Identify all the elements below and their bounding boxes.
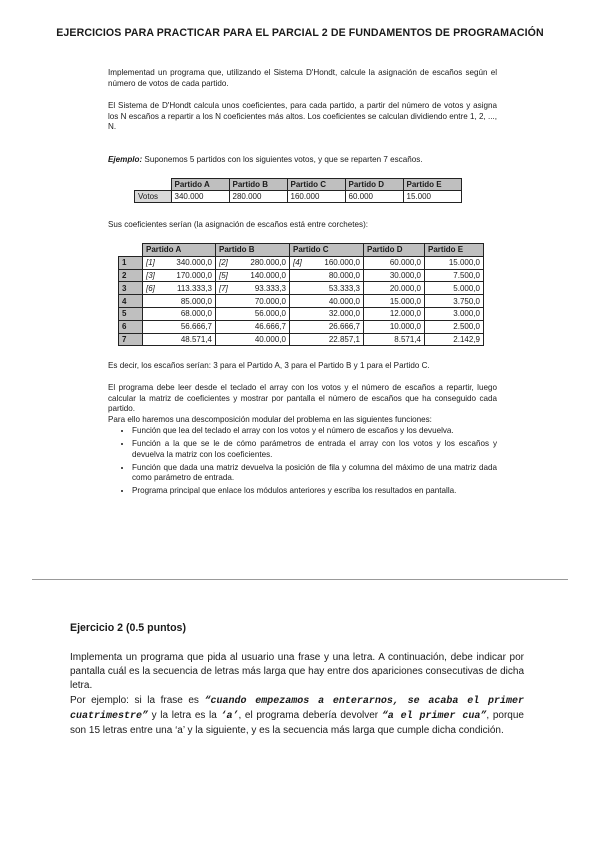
coef-value: 15.000,0 xyxy=(448,258,480,268)
coef-value: 68.000,0 xyxy=(180,309,212,319)
coef-cell xyxy=(143,282,216,295)
example-mid-text: y la letra es la xyxy=(148,709,221,721)
coef-value: 3.000,0 xyxy=(453,309,480,319)
coef-cell xyxy=(216,256,290,269)
coef-value: 8.571,4 xyxy=(394,334,421,344)
coef-cell xyxy=(216,320,290,333)
coef-row-label: 7 xyxy=(119,333,143,346)
coef-cell xyxy=(290,307,364,320)
coef-cell xyxy=(216,269,290,282)
seat-marker: [3] xyxy=(146,270,155,280)
function-item: • Función a la que se le de cómo parámetros de entrada el array con los votos y los escaños y devuelva la matriz con los coeficientes. xyxy=(132,439,497,460)
section-divider xyxy=(32,579,568,580)
example-block xyxy=(108,155,497,166)
coef-value: 60.000,0 xyxy=(389,258,421,268)
votes-cell: 340.000 xyxy=(171,191,229,203)
coef-row xyxy=(119,269,484,282)
coef-cell xyxy=(364,282,425,295)
coef-value: 32.000,0 xyxy=(328,309,360,319)
coef-cell xyxy=(425,320,484,333)
coef-row xyxy=(119,256,484,269)
coef-cell xyxy=(216,307,290,320)
coef-value: 7.500,0 xyxy=(453,270,480,280)
seat-marker: [7] xyxy=(219,283,228,293)
coefficients-table xyxy=(118,243,484,346)
coef-value: 12.000,0 xyxy=(389,309,421,319)
votes-header: Partido A xyxy=(171,179,229,191)
example-phrase: “cuando empezamos a enterarnos, se acaba el primer cuatrimestre” xyxy=(70,695,524,722)
program-paragraph: El programa debe leer desde el teclado el array con los votos y el número de escaños a repartir, luego calcular la matriz de coeficientes y mostrar por pantalla el número de escaños que ha conseguido cada partido. xyxy=(108,383,497,414)
coef-value: 30.000,0 xyxy=(389,270,421,280)
coef-row-label: 6 xyxy=(119,320,143,333)
seat-marker: [1] xyxy=(146,258,155,268)
modular-paragraph: Para ello haremos una descomposición modular del problema en las siguientes funciones: xyxy=(108,415,432,425)
coef-value: 26.666,7 xyxy=(328,322,360,332)
coef-value: 93.333,3 xyxy=(254,283,286,293)
coef-cell xyxy=(216,282,290,295)
seat-marker: [6] xyxy=(146,283,155,293)
coef-cell xyxy=(425,333,484,346)
coef-header: Partido D xyxy=(364,244,425,257)
example-letter: ‘a’ xyxy=(220,710,239,722)
seat-marker: [2] xyxy=(219,258,228,268)
seat-marker: [5] xyxy=(219,270,228,280)
coef-cell xyxy=(143,295,216,308)
coef-value: 2.142,9 xyxy=(453,334,480,344)
coef-cell xyxy=(364,307,425,320)
coef-cell xyxy=(364,256,425,269)
example-intro-text: Por ejemplo: si la frase es xyxy=(70,694,205,706)
votes-row-label: Votos xyxy=(135,191,172,203)
exercise-1-intro xyxy=(108,68,497,89)
example-end-text: , porque son 15 letras entre una ‘a’ y la siguiente, y es la secuencia más larga que cumple dicha condición. xyxy=(70,709,524,737)
coef-cell xyxy=(143,320,216,333)
exercise-2-body xyxy=(70,651,524,738)
coef-value: 85.000,0 xyxy=(180,296,212,306)
coef-cell xyxy=(216,333,290,346)
coef-value: 280.000,0 xyxy=(250,258,286,268)
dhondt-description-block xyxy=(108,101,497,133)
coef-value: 56.666,7 xyxy=(180,322,212,332)
coef-value: 48.571,4 xyxy=(180,334,212,344)
votes-data-row xyxy=(135,191,462,203)
coef-value: 5.000,0 xyxy=(453,283,480,293)
coef-header: Partido A xyxy=(143,244,216,257)
dhondt-description: El Sistema de D'Hondt calcula unos coeficientes, para cada partido, a partir del número de votos y asigna los N escaños a repartir a los N coeficientes más altos. Los coeficientes se calculan dividiendo entre 1, 2, ..., N. xyxy=(108,101,497,132)
function-item: • Función que lea del teclado el array con los votos y el número de escaños y los devuelva. xyxy=(132,426,497,437)
function-item: • Programa principal que enlace los módulos anteriores y escriba los resultados en pantalla. xyxy=(132,486,497,497)
coef-cell xyxy=(364,269,425,282)
coef-cell xyxy=(425,295,484,308)
coef-value: 340.000,0 xyxy=(176,258,212,268)
summary-paragraph: Es decir, los escaños serían: 3 para el Partido A, 3 para el Partido B y 1 para el Partido C. xyxy=(108,361,430,370)
coef-intro: Sus coeficientes serían (la asignación de escaños está entre corchetes): xyxy=(108,220,369,229)
votes-cell: 160.000 xyxy=(287,191,345,203)
votes-header: Partido D xyxy=(345,179,403,191)
coef-value: 46.666,7 xyxy=(254,322,286,332)
coef-corner-cell xyxy=(119,244,143,257)
coef-cell xyxy=(290,320,364,333)
coef-cell xyxy=(364,333,425,346)
coef-value: 56.000,0 xyxy=(254,309,286,319)
coef-value: 3.750,0 xyxy=(453,296,480,306)
coef-cell xyxy=(364,320,425,333)
coef-row-label: 5 xyxy=(119,307,143,320)
seat-marker: [4] xyxy=(293,258,302,268)
coef-row-label: 2 xyxy=(119,269,143,282)
function-item: • Función que dada una matriz devuelva la posición de fila y columna del máximo de una matriz dada como parámetro de entrada. xyxy=(132,463,497,484)
coef-value: 10.000,0 xyxy=(389,322,421,332)
votes-header-row xyxy=(135,179,462,191)
coef-header-row xyxy=(119,244,484,257)
coef-intro-block xyxy=(108,220,497,231)
coef-row xyxy=(119,295,484,308)
coef-row xyxy=(119,320,484,333)
example-paragraph xyxy=(108,155,497,166)
coef-value: 20.000,0 xyxy=(389,283,421,293)
votes-cell: 280.000 xyxy=(229,191,287,203)
example-result: “a el primer cua” xyxy=(381,710,487,722)
coef-value: 170.000,0 xyxy=(176,270,212,280)
coef-cell xyxy=(290,256,364,269)
coef-cell xyxy=(425,256,484,269)
coef-header: Partido C xyxy=(290,244,364,257)
coef-body xyxy=(119,256,484,346)
coef-cell xyxy=(364,295,425,308)
coef-cell xyxy=(290,295,364,308)
coef-row xyxy=(119,333,484,346)
coef-value: 40.000,0 xyxy=(254,334,286,344)
coef-value: 113.333,3 xyxy=(177,283,212,293)
example-text: Suponemos 5 partidos con los siguientes votos, y que se reparten 7 escaños. xyxy=(142,155,423,164)
coef-value: 140.000,0 xyxy=(250,270,286,280)
exercise-2-title: Ejercicio 2 (0.5 puntos) xyxy=(70,622,186,634)
coef-row-label: 3 xyxy=(119,282,143,295)
coef-value: 22.857,1 xyxy=(328,334,360,344)
coef-row-label: 4 xyxy=(119,295,143,308)
exercise-2-statement: Implementa un programa que pida al usuario una frase y una letra. A continuación, debe indicar por pantalla cuál es la secuencia de letras más larga que hay entre dos apariciones consecutivas de dicha letra. xyxy=(70,652,524,692)
coef-cell xyxy=(143,307,216,320)
coef-header: Partido E xyxy=(425,244,484,257)
coef-row-label: 1 xyxy=(119,256,143,269)
coef-value: 160.000,0 xyxy=(324,258,360,268)
coef-value: 53.333,3 xyxy=(328,283,360,293)
votes-cell: 15.000 xyxy=(403,191,461,203)
coef-cell xyxy=(143,333,216,346)
intro-paragraph: Implementad un programa que, utilizando el Sistema D'Hondt, calcule la asignación de escaños según el número de votos de cada partido. xyxy=(108,68,497,88)
coef-row xyxy=(119,282,484,295)
votes-header: Partido B xyxy=(229,179,287,191)
coef-header: Partido B xyxy=(216,244,290,257)
coef-value: 40.000,0 xyxy=(328,296,360,306)
example-label: Ejemplo: xyxy=(108,155,143,164)
coef-cell xyxy=(143,256,216,269)
coef-value: 70.000,0 xyxy=(254,296,286,306)
coef-value: 2.500,0 xyxy=(453,322,480,332)
functions-list xyxy=(108,426,497,497)
votes-header: Partido C xyxy=(287,179,345,191)
coef-row xyxy=(119,307,484,320)
votes-cell: 60.000 xyxy=(345,191,403,203)
coef-cell xyxy=(143,269,216,282)
coef-cell xyxy=(290,269,364,282)
votes-header: Partido E xyxy=(403,179,461,191)
coef-cell xyxy=(290,282,364,295)
exercise-2-example xyxy=(70,694,524,739)
coef-cell xyxy=(290,333,364,346)
coef-value: 15.000,0 xyxy=(389,296,421,306)
coef-cell xyxy=(216,295,290,308)
votes-table xyxy=(134,178,462,203)
summary-block xyxy=(108,361,497,372)
coef-cell xyxy=(425,307,484,320)
coef-cell xyxy=(425,282,484,295)
program-block xyxy=(108,383,497,499)
votes-corner-cell xyxy=(135,179,172,191)
page-title: EJERCICIOS PARA PRACTICAR PARA EL PARCIAL 2 DE FUNDAMENTOS DE PROGRAMACIÓN xyxy=(56,27,544,39)
coef-value: 80.000,0 xyxy=(328,270,360,280)
coef-cell xyxy=(425,269,484,282)
example-mid-text-2: , el programa debería devolver xyxy=(238,709,382,721)
